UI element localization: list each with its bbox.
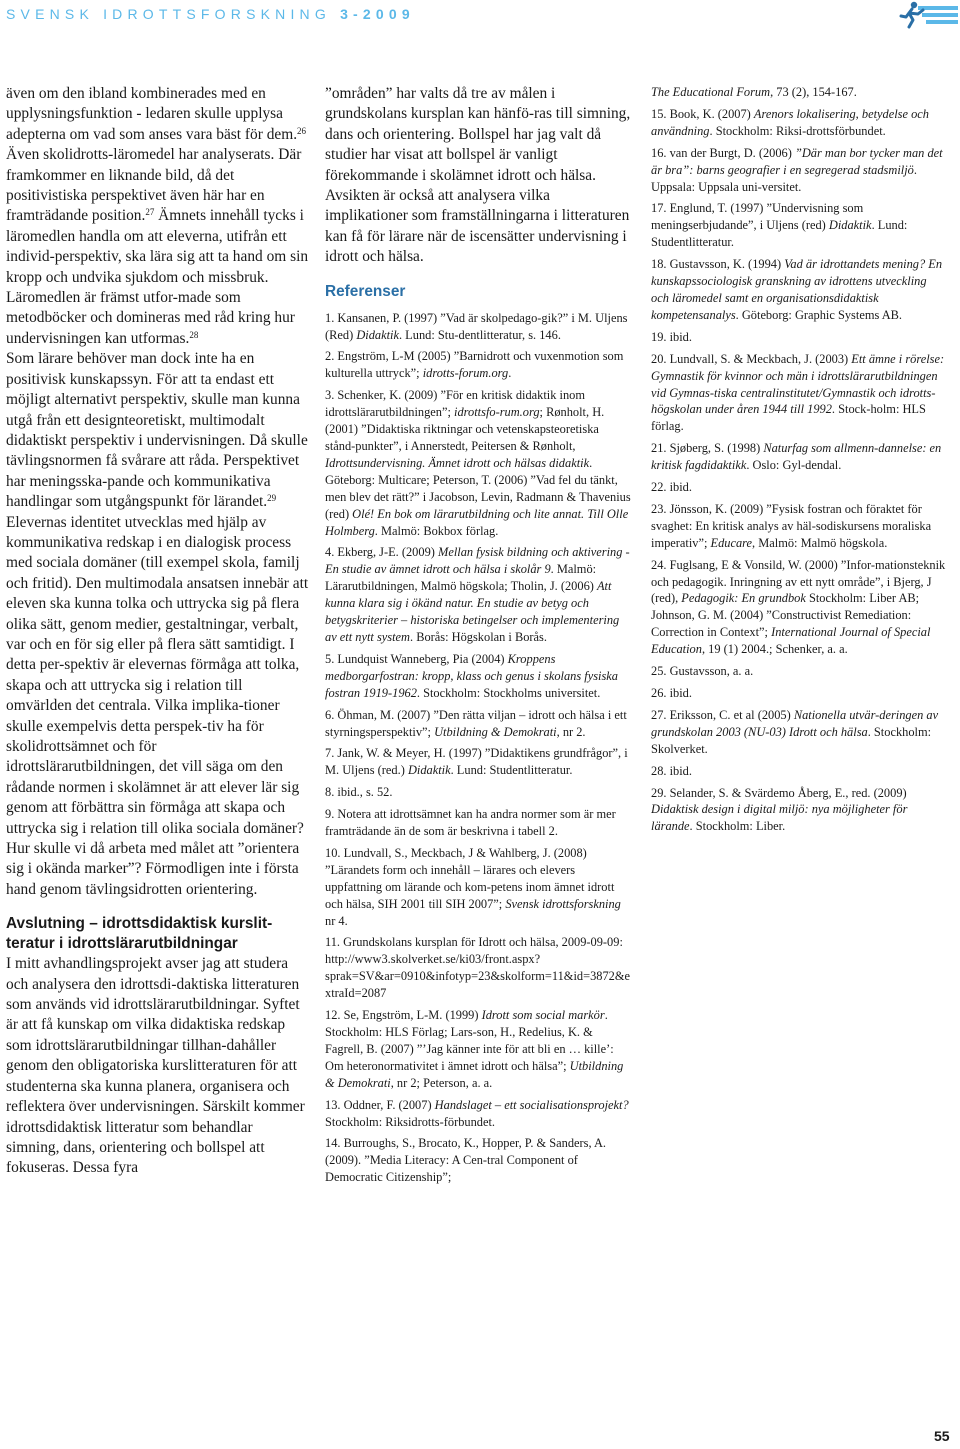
reference-item	[325, 845, 631, 930]
references-list-b	[651, 84, 947, 835]
reference-title: Idrott som social markör	[481, 1008, 605, 1023]
reference-text: . Lund: Stu-dentlitteratur, s. 146.	[398, 327, 561, 342]
reference-title: Idrottsundervisning. Ämnet idrott och hälsas didaktik	[325, 455, 590, 470]
reference-text: 4. Ekberg, J-E. (2009)	[325, 545, 438, 560]
reference-item	[325, 387, 631, 539]
paragraph-text: även om den ibland kombinerades med en upplysningsfunktion - ledaren skulle upplysa adepterna om vad som anses vara bäst för dem.	[6, 85, 298, 143]
reference-title: Ett ämne i rörelse: Gymnastik för kvinnor och män i idrottslärarutbildningen vid Gymnas-tiska centralinstitutet/Gymnastik och idrotts-högskolan under åren 1944 till 1992	[651, 351, 945, 417]
reference-text: 1. Kansanen, P. (1997) ”Vad är skolpedago-gik?” i M. Uljens (Red)	[325, 310, 628, 342]
reference-text: , Malmö: Malmö högskola.	[752, 535, 888, 550]
reference-title: ”Där man bor tycker man det är bra”: barns geografier i en segregerad stadsmiljö	[651, 145, 943, 177]
reference-text: 10. Lundvall, S., Meckbach, J & Wahlberg, J. (2008) ”Lärandets form och innehåll – lärares och elevers uppfattning om lärande och kom-petens inom ämnet idrott och hälsa, SIH 2001 till SIH 2007”;	[325, 845, 615, 911]
reference-title: Vad är idrottandets mening? En kunskapssociologisk granskning av idrottens utveckling och läromedel samt en organisationsdidaktisk kompetensanalys	[651, 257, 943, 322]
reference-text: 24. Fuglsang, E & Vonsild, W. (2000) ”Infor-mationsteknik och pedagogik. Inringning av ett nytt område”, i Bjerg, J (red),	[651, 557, 946, 606]
reference-text: 17. Englund, T. (1997) ”Undervisning som meningserbjudande”, i Uljens (red)	[651, 201, 864, 233]
reference-text: , nr 2; Peterson, a. a.	[390, 1075, 493, 1090]
reference-item	[651, 707, 947, 758]
page-header	[0, 0, 960, 34]
reference-text: Stockholm: Riksidrotts-förbundet.	[325, 1114, 496, 1129]
reference-item	[651, 663, 947, 680]
reference-text: 20. Lundvall, S. & Meckbach, J. (2003)	[651, 351, 852, 366]
reference-text: . Stock-holm: HLS förlag.	[651, 402, 926, 434]
reference-text: 13. Oddner, F. (2007)	[325, 1097, 435, 1112]
reference-text: nr 4.	[325, 913, 348, 928]
reference-text: . Uppsala: Uppsala uni-versitet.	[651, 162, 917, 194]
footnote-marker: 28	[189, 329, 199, 340]
reference-item	[325, 651, 631, 702]
reference-text: . Göteborg: Multicare; Peterson, T. (2006) ”Vad fel du tänkt, men blev det rätt?” i Jacobson, Levin, Radmann & Thavenius (red)	[325, 455, 631, 521]
references-heading: Referenser	[325, 282, 406, 300]
reference-title: idrottsfo-rum.org	[454, 405, 540, 420]
reference-title: idrotts-forum.org	[422, 366, 509, 381]
reference-title: Educare	[710, 535, 753, 550]
section-paragraph: I mitt avhandlingsprojekt avser jag att studera och analysera den idrottsdi-daktiska litteraturen som används vid idrottslärarutbildningar. Syftet är att få kunskap om vilka didaktiska redskap som idrottslärarutbildningar tillhan-dahåller genom den obligatoriska kurslitteraturen för att studenterna ska kunna planera, organisera och reflektera över undervisningen. Särskilt kommer idrottsdidaktisk litteratur som behandlar simning, dans, orientering och bollspel att fokuseras. Dessa fyra	[6, 955, 305, 1177]
reference-item	[325, 707, 631, 741]
reference-item	[325, 348, 631, 382]
reference-text: . Malmö: Lärarutbildningen, Malmö högskola; Tholin, J. (2006)	[325, 562, 597, 594]
reference-text: 27. Eriksson, C. et al (2005)	[651, 707, 794, 722]
column-1-paragraphs	[6, 84, 309, 900]
reference-item	[651, 785, 947, 836]
reference-text: . Borås: Högskolan i Borås.	[410, 629, 547, 644]
reference-item	[325, 544, 631, 645]
reference-title: International Journal of Special Education	[651, 625, 931, 657]
column-1	[6, 84, 309, 1179]
reference-text: 9. Notera att idrottsämnet kan ha andra normer som är mer framträdande än de som är beskrivna i tabell 2.	[325, 807, 616, 839]
reference-item	[651, 200, 947, 251]
reference-title: Nationella utvär-deringen av grundskolan 2003 (NU-03) Idrott och hälsa	[651, 707, 939, 739]
reference-title: Didaktik	[407, 763, 451, 778]
reference-item	[651, 479, 947, 496]
reference-text: . Malmö: Bokbox förlag.	[374, 523, 499, 538]
reference-text: 14. Burroughs, S., Brocato, K., Hopper, P. & Sanders, A. (2009). ”Media Literacy: A Cen-tral Component of Democratic Citizenship”;	[325, 1136, 607, 1185]
reference-item	[651, 763, 947, 780]
reference-item	[651, 501, 947, 552]
paragraph-text: Som lärare behöver man dock inte ha en positivisk kunskapssyn. För att ta endast ett möjligt alternativt perspektiv, skulle man kunna utgå från ett designteoretiskt, multimodalt didaktiskt perspektiv i undervisningen. Då skulle tävlingsnormen få svårare att råda. Perspektivet har meningsska-pande och kommunikativa handlingar som utgångspunkt för lärandet.	[6, 350, 308, 511]
reference-text: 29. Selander, S. & Svärdemo Åberg, E., red. (2009)	[651, 785, 907, 800]
journal-header-title	[6, 6, 415, 22]
reference-text: 15. Book, K. (2007)	[651, 106, 754, 121]
reference-text: . Stockholm: HLS Förlag; Lars-son, H., Redelius, K. & Fagrell, B. (2007) ”’Jag känner inte för att bli en … kille’: Om heteronormativitet i ämnet idrott och hälsa”;	[325, 1008, 614, 1073]
references-list-a	[325, 310, 631, 1187]
reference-title: Att kunna klara sig i ökänd natur. En studie av betyg och betygskriterier – historiska betingelser och implementering av ett nytt system	[325, 579, 620, 644]
reference-item	[325, 806, 631, 840]
reference-item	[325, 784, 631, 801]
reference-text: 19. ibid.	[651, 329, 692, 344]
reference-text: 22. ibid.	[651, 480, 692, 495]
reference-title: Didaktisk design i digital miljö: nya möjligheter för lärande	[651, 802, 908, 834]
body-paragraph	[6, 84, 309, 349]
section-heading: Avslutning – idrottsdidaktisk kurslit-teratur i idrottslärarutbildningar	[6, 915, 273, 953]
reference-text: . Lund: Studentlitteratur.	[651, 218, 908, 250]
reference-title: The Educational Forum	[651, 85, 771, 99]
reference-item	[325, 1007, 631, 1092]
reference-item	[651, 351, 947, 436]
reference-text: 12. Se, Engström, L-M. (1999)	[325, 1008, 482, 1023]
reference-text: 21. Sjøberg, S. (1998)	[651, 441, 764, 456]
reference-item	[325, 310, 631, 344]
reference-title: Svensk idrottsforskning	[505, 896, 621, 911]
reference-title: Arenors lokalisering, betydelse och användning	[651, 106, 929, 138]
reference-text: . Stockholm: Liber.	[689, 819, 786, 834]
reference-text: . Göteborg: Graphic Systems AB.	[735, 307, 903, 322]
reference-title: Didaktik	[356, 327, 399, 342]
column-2	[325, 84, 631, 1191]
reference-item	[325, 1097, 631, 1131]
reference-text: , 19 (1) 2004.; Schenker, a. a.	[701, 642, 848, 657]
reference-text: , 73 (2), 154-167.	[770, 85, 857, 99]
reference-title: Didaktik	[828, 218, 872, 233]
reference-text: 2. Engström, L-M (2005) ”Barnidrott och vuxenmotion som kulturella uttryck”;	[325, 349, 624, 381]
page-number: 55	[934, 1428, 950, 1444]
reference-text: 25. Gustavsson, a. a.	[651, 664, 754, 679]
reference-text: . Lund: Studentlitteratur.	[450, 763, 573, 778]
reference-item	[651, 329, 947, 346]
reference-title: Handslaget – ett socialisationsprojekt?	[434, 1097, 629, 1112]
reference-text: 16. van der Burgt, D. (2006)	[651, 145, 795, 160]
body-paragraph	[6, 349, 309, 900]
reference-text: 11. Grundskolans kursplan för Idrott och hälsa, 2009-09-09: http://www3.skolverket.se/ki03/front.aspx?sprak=SV&ar=0910&infotyp=23&skolform=11&id=3872&extraId=2087	[325, 935, 630, 1001]
reference-text: . Stockholm: Riksi-drottsförbundet.	[709, 123, 886, 138]
reference-text: 23. Jönsson, K. (2009) ”Fysisk fostran och föraktet för svaghet: En kritisk analys av häl-sodiskursens moraliska imperativ”;	[651, 501, 932, 550]
reference-item	[651, 84, 947, 101]
reference-item	[651, 106, 947, 140]
reference-title: Utbildning & Demokrati	[434, 724, 557, 739]
footnote-marker: 26	[297, 125, 307, 136]
paragraph-text: Även skolidrotts-läromedel har analyserats. Där framkommer en liknande bild, då det positivistiska perspektivet även här har en framträdande position.	[6, 146, 302, 225]
reference-title: Utbildning & Demokrati	[325, 1058, 624, 1090]
reference-text: . Oslo: Gyl-dendal.	[746, 458, 842, 473]
reference-item	[651, 440, 947, 474]
reference-text: . Stockholm: Stockholms universitet.	[416, 685, 601, 700]
reference-text: 26. ibid.	[651, 686, 692, 700]
reference-item	[651, 685, 947, 702]
reference-title: Pedagogik: En grundbok	[681, 591, 806, 606]
reference-item	[325, 1135, 631, 1186]
reference-text: Stockholm: Liber AB; Johnson, G. M. (2004) ”Constructivist Remediation: Correction in Context”;	[651, 591, 920, 640]
reference-text: ; Rønholt, H. (2001) ”Didaktiska riktningar och vetenskapsteoretiska stånd-punkter”, i Annerstedt, Peitersen & Rønholt,	[325, 405, 605, 453]
footnote-marker: 29	[267, 493, 277, 504]
issue-number: 3-2009	[340, 6, 415, 22]
reference-text: 7. Jank, W. & Meyer, H. (1997) ”Didaktikens grundfrågor”, i M. Uljens (red.)	[325, 746, 628, 778]
paragraph-text: Elevernas identitet utvecklas med hjälp av kommunikativa redskap i en dialogisk process med sociala domäner (till exempel skola, familj och fritid). Den multimodala ansatsen innebär att eleven ska kunna tolka och uttrycka sig på flera olika sätt, genom medier, gestaltningar, verbalt, var och en för sig eller på flera sätt samtidigt. I detta per-spektiv är elevernas förmåga att tolka, skapa och att uttrycka sig i relation till omvärlden det centrala. Vilka implika-tioner skulle exempelvis detta perspek-tiv ha för skolidrottsämnet och för idrottslärarutbildningen, det vill säga om den rådande normen i skolämnet är att elever lär sig genom att förbättra sin förmåga att skapa och uttrycka sig i relation till olika sociala domäner? Hur skulle vi då arbeta med målet att ”orientera sig i okända marker”? Förmodligen inte i första hand genom tävlingsidrotten orientering.	[6, 513, 309, 898]
reference-text: 18. Gustavsson, K. (1994)	[651, 257, 785, 272]
journal-name: SVENSK IDROTTSFORSKNING	[6, 6, 331, 22]
reference-text: .	[508, 366, 512, 381]
column-3	[651, 84, 947, 840]
column-2-paragraph: ”områden” har valts då tre av målen i grundskolans kursplan kan hänfö-ras till simning, dans och orientering. Bollspel har jag valt då studier har visat att bollspel är vanligt förekommande i skolämnet idrott och hälsa. Avsikten är också att analysera vilka implikationer som framställningarna i litteraturen kan få för lärare när de iscensätter undervisning i idrott och hälsa.	[325, 85, 631, 266]
reference-title: Olé! En bok om lärarutbildning och lite annat. Till Olle Holmberg	[325, 506, 629, 538]
reference-text: . Stockholm: Skolverket.	[651, 724, 932, 756]
runner-logo-icon	[898, 0, 958, 30]
reference-text: 6. Öhman, M. (2007) ”Den rätta viljan – idrott och hälsa i ett styrningsperspektiv”;	[325, 707, 627, 739]
reference-text: 28. ibid.	[651, 763, 692, 778]
reference-item	[325, 745, 631, 779]
reference-title: Kroppens medborgarfostran: kropp, klass och genus i skolans fysiska fostran 1919-1962	[325, 651, 618, 700]
reference-text: 3. Schenker, K. (2009) ”För en kritisk didaktik inom idrottslärarutbildningen”;	[325, 388, 586, 420]
reference-item	[651, 145, 947, 196]
reference-item	[651, 256, 947, 324]
reference-text: 8. ibid., s. 52.	[325, 785, 393, 800]
reference-item	[651, 557, 947, 658]
reference-title: Naturfag som allmenn-dannelse: en kritisk fagdidaktikk	[651, 441, 942, 473]
paragraph-text: Ämnets innehåll tycks i läromedlen handla om att eleverna, utifrån ett individ-perspektiv, ska lära sig att ta hand om sin kropp och undvika sjukdom och missbruk. Läromedlen är främst utfor-made som metodböcker och domineras med råd kring hur undervisningen kan utformas.	[6, 207, 309, 347]
reference-text: 5. Lundquist Wanneberg, Pia (2004)	[325, 651, 508, 666]
reference-item	[325, 934, 631, 1002]
footnote-marker: 27	[145, 207, 155, 218]
reference-text: , nr 2.	[556, 724, 586, 739]
reference-title: Mellan fysisk bildning och aktivering - En studie av ämnet idrott och hälsa i skolår 9	[325, 545, 630, 577]
